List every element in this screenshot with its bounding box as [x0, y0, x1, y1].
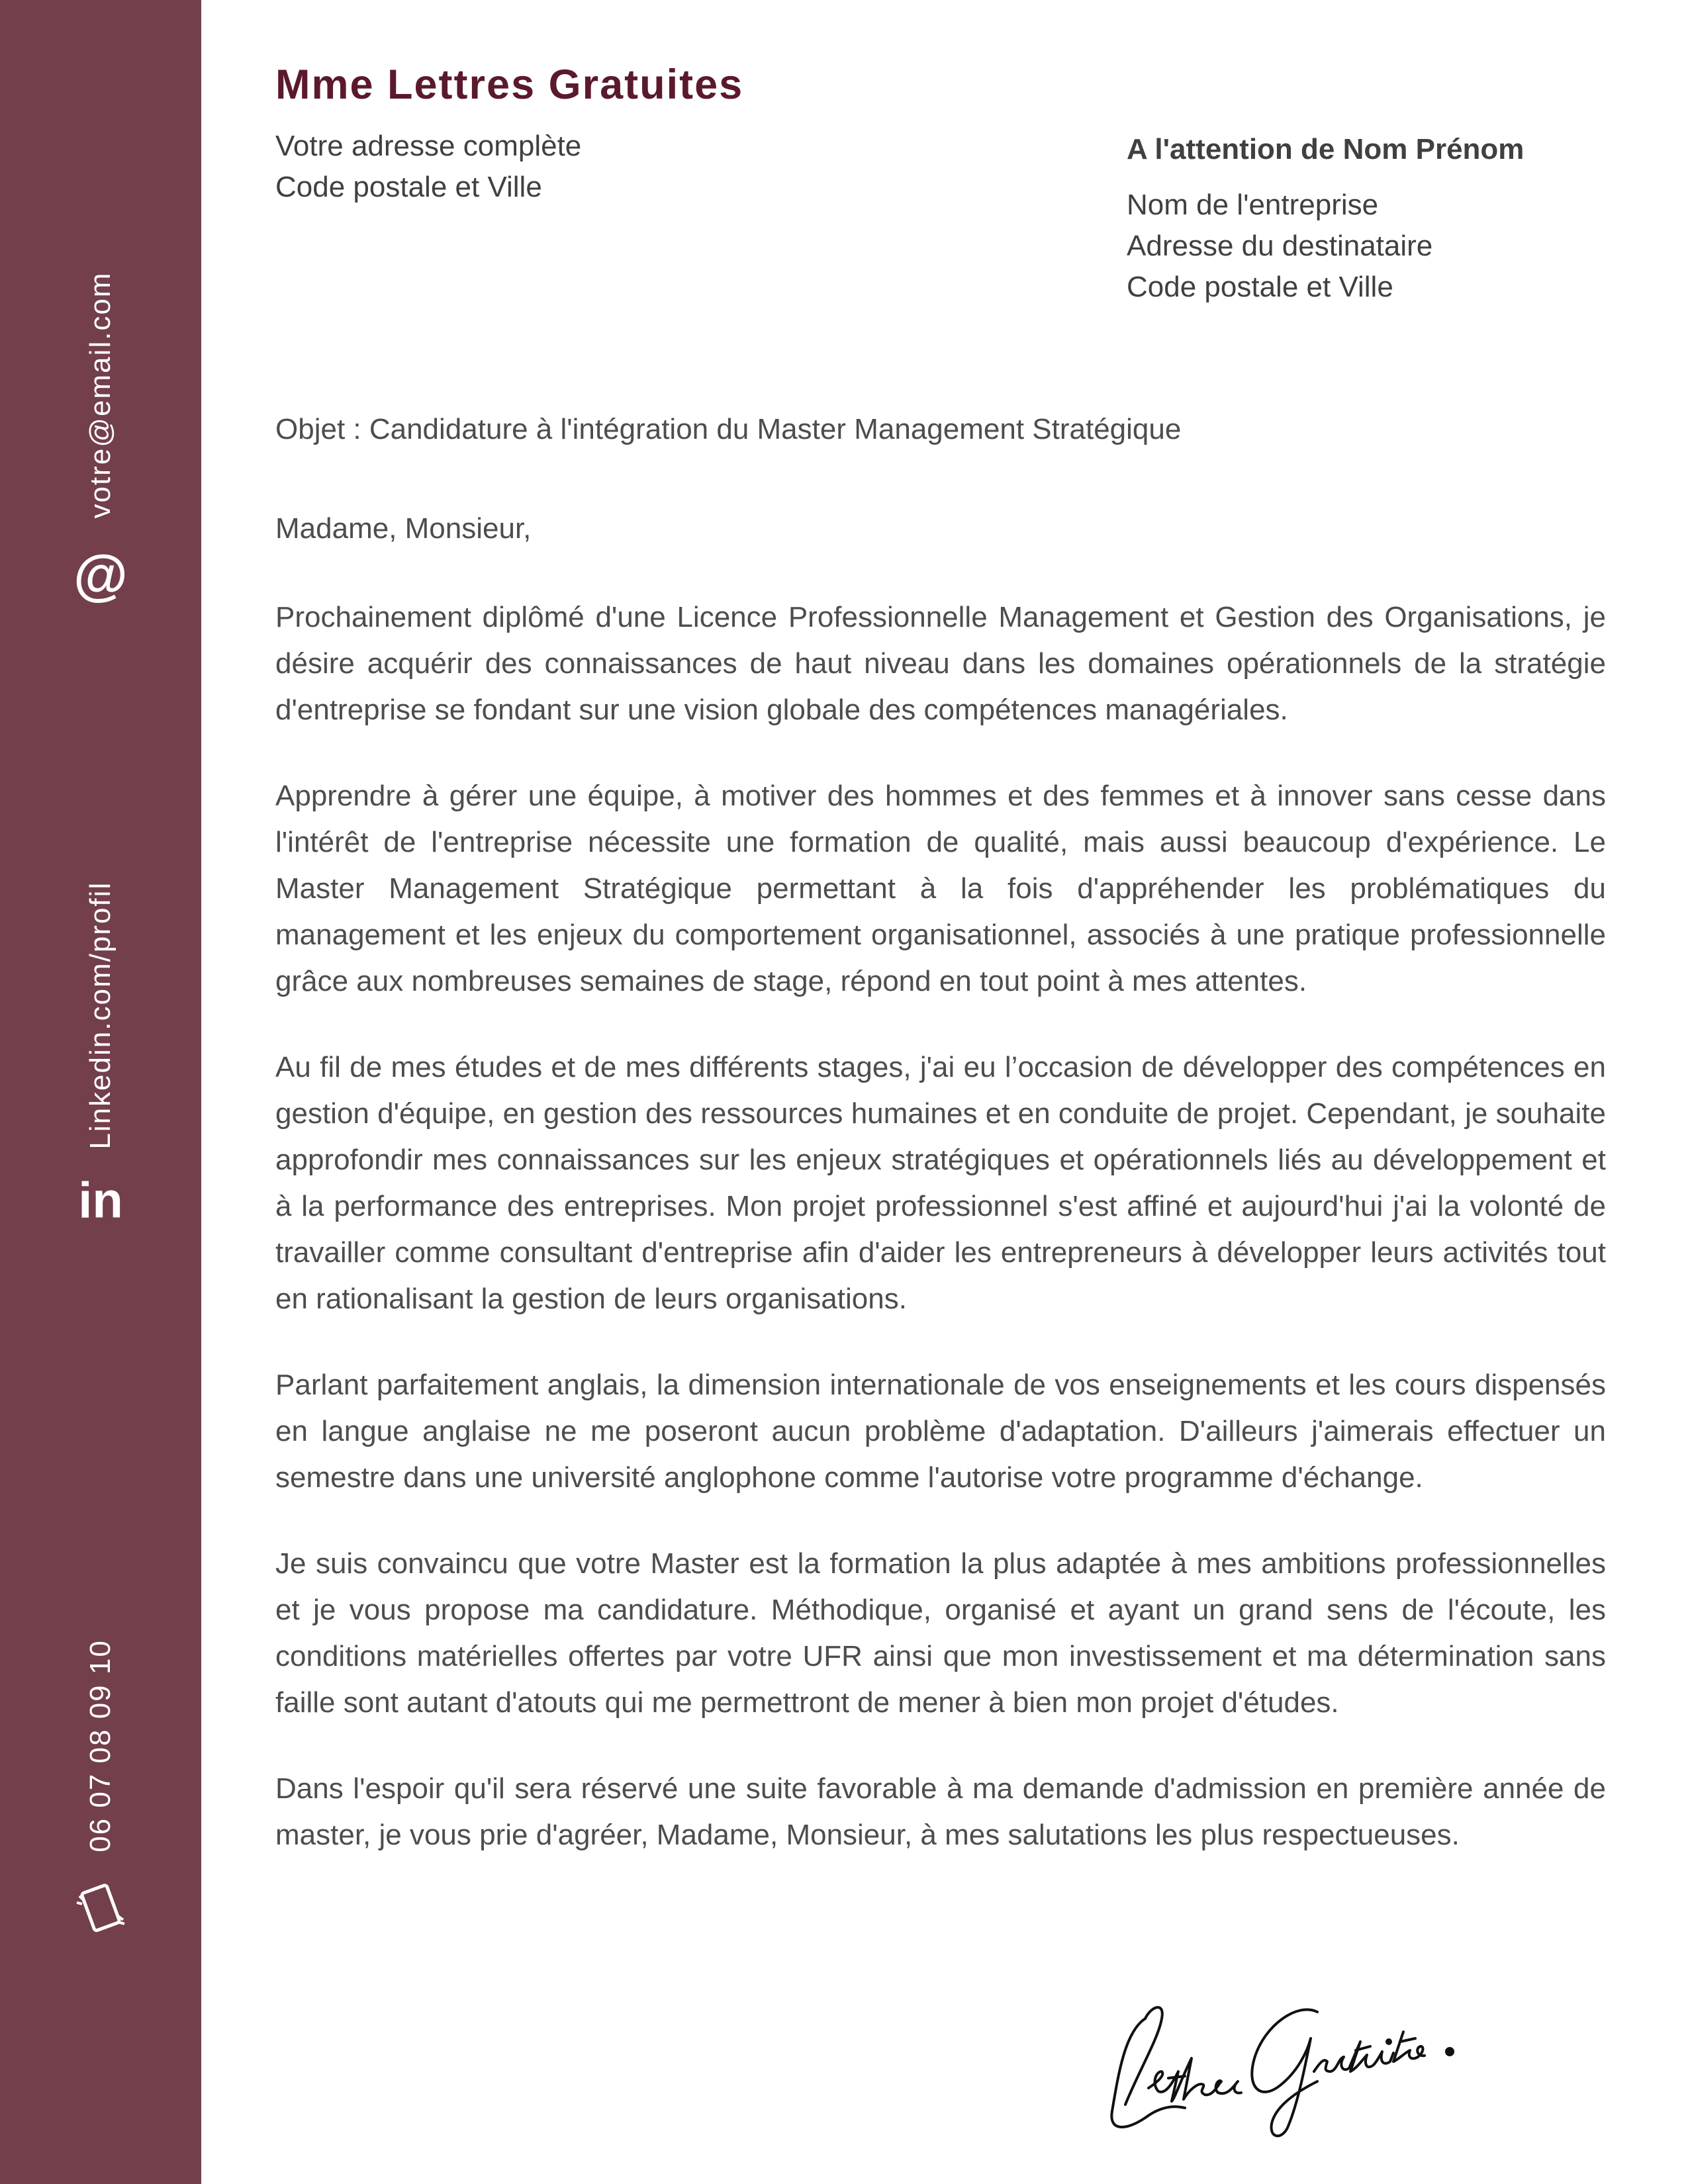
sender-name: Mme Lettres Gratuites	[275, 62, 744, 108]
sender-address	[275, 126, 581, 208]
sidebar-email[interactable]	[73, 271, 128, 606]
sidebar	[0, 0, 201, 2184]
handwritten-signature	[1099, 1972, 1483, 2144]
paragraph: Au fil de mes études et de mes différents stages, j'ai eu l’occasion de développer des compétences en gestion d'équipe, en gestion des ressources humaines et en conduite de projet. Cependant, je souhaite approfondir mes connaissances sur les enjeux stratégiques et opérationnels liés au développement et à la performance des entreprises. Mon projet professionnel s'est affiné et aujourd'hui j'ai la volonté de travailler comme consultant d'entreprise afin d'aider les entrepreneurs à développer leurs activités tout en rationalisant la gestion de leurs organisations.	[275, 1051, 1606, 1315]
sidebar-phone[interactable]	[74, 1639, 127, 1934]
letter-salutation: Madame, Monsieur,	[275, 512, 532, 545]
linkedin-text: Linkedin.com/profil	[84, 881, 117, 1150]
sidebar-linkedin[interactable]	[75, 881, 126, 1229]
paragraph: Je suis convaincu que votre Master est la formation la plus adaptée à mes ambitions professionnelles et je vous propose ma candidature. Méthodique, organisé et ayant un grand sens de l'écoute, les conditions matérielles offertes par votre UFR ainsi que mon investissement et ma détermination sans faille sont autant d'atouts qui me permettront de mener à bien mon projet d'études.	[275, 1547, 1606, 1719]
recipient-block	[1127, 129, 1524, 308]
sender-address-line1: Votre adresse complète	[275, 130, 582, 162]
letter-body	[275, 594, 1606, 1898]
paragraph: Apprendre à gérer une équipe, à motiver des hommes et des femmes et à innover sans cesse dans l'intérêt de l'entreprise nécessite une formation de qualité, mais aussi beaucoup d'expérience. Le Master Management Stratégique permettant à la fois d'appréhender les problématiques du management et les enjeux du comportement organisationnel, associés à une pratique professionnelle grâce aux nombreuses semaines de stage, répond en tout point à mes attentes.	[275, 780, 1606, 997]
recipient-city: Code postale et Ville	[1127, 271, 1393, 303]
recipient-attention: A l'attention de Nom Prénom	[1127, 133, 1524, 165]
email-text: votre@email.com	[84, 271, 117, 519]
paragraph: Parlant parfaitement anglais, la dimension internationale de vos enseignements et les cours dispensés en langue anglaise ne me poseront aucun problème d'adaptation. D'ailleurs j'aimerais effectuer un semestre dans une université anglophone comme l'autorise votre programme d'échange.	[275, 1369, 1606, 1494]
linkedin-icon: in	[78, 1172, 123, 1229]
recipient-company: Nom de l'entreprise	[1127, 189, 1379, 221]
paragraph: Dans l'espoir qu'il sera réservé une suite favorable à ma demande d'admission en première année de master, je vous prie d'agréer, Madame, Monsieur, à mes salutations les plus respectueuses.	[275, 1772, 1606, 1851]
letter-subject: Objet : Candidature à l'intégration du Master Management Stratégique	[275, 413, 1182, 445]
recipient-address: Adresse du destinataire	[1127, 230, 1433, 262]
phone-text: 06 07 08 09 10	[84, 1639, 117, 1852]
phone-icon	[74, 1882, 127, 1934]
paragraph: Prochainement diplômé d'une Licence Professionnelle Management et Gestion des Organisations, je désire acquérir des connaissances de haut niveau dans les domaines opérationnels de la stratégie d'entreprise se fondant sur une vision globale des compétences managériales.	[275, 601, 1606, 726]
at-icon: @	[73, 543, 128, 606]
sender-address-line2: Code postale et Ville	[275, 171, 542, 203]
